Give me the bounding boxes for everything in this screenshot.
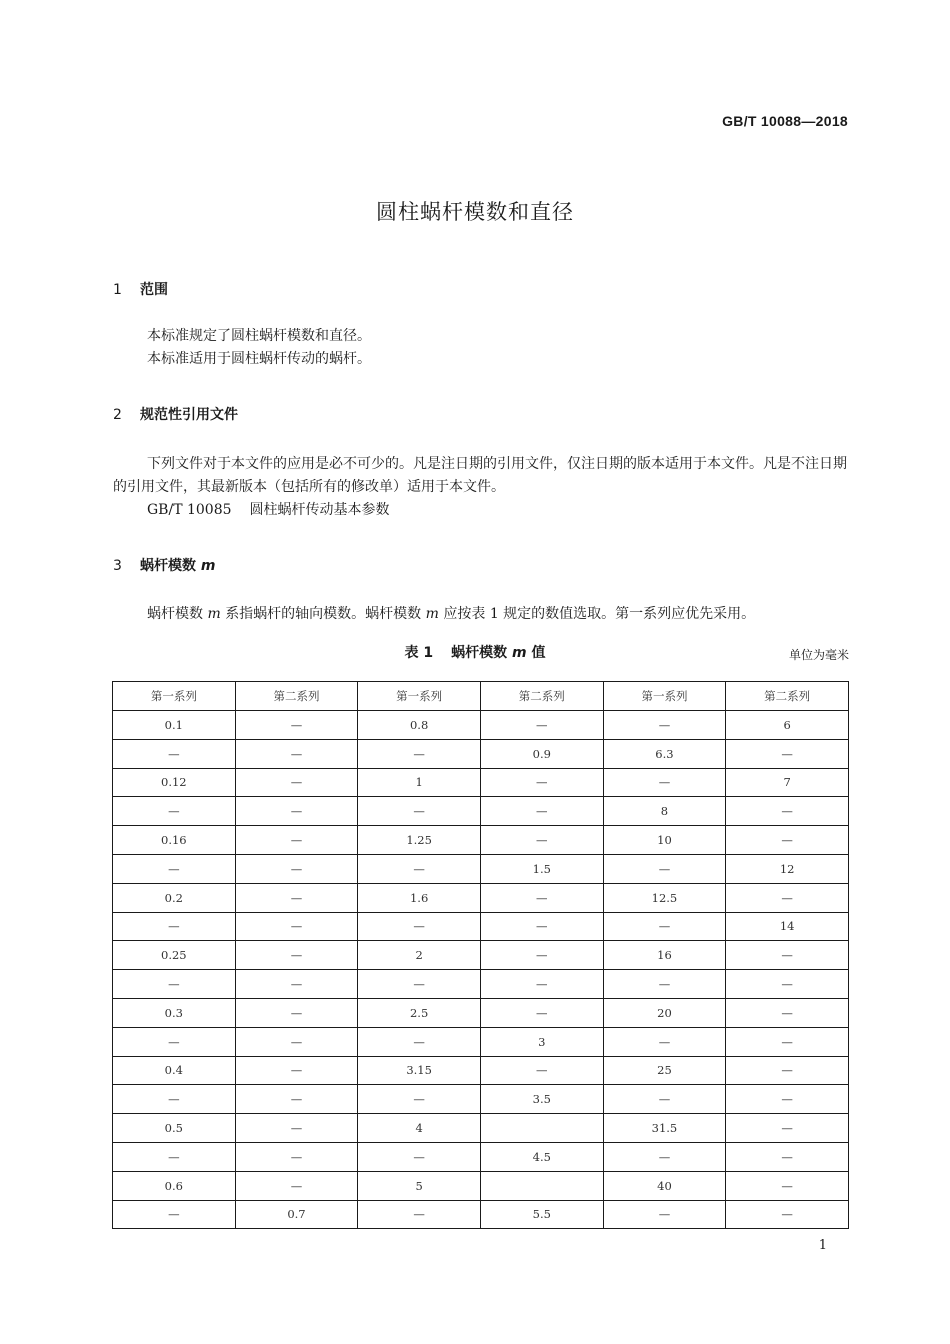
table-cell: — — [358, 1142, 481, 1171]
table-row — [113, 1085, 849, 1114]
section-symbol: m — [200, 558, 216, 574]
section-title: 范围 — [140, 282, 168, 298]
table-row — [113, 1142, 849, 1171]
table-cell: 31.5 — [603, 1114, 726, 1143]
table-cell — [480, 1171, 603, 1200]
table-row — [113, 941, 849, 970]
table-cell: — — [480, 998, 603, 1027]
table-cell: — — [235, 941, 358, 970]
table-cell: 14 — [726, 912, 849, 941]
table-cell: — — [726, 1085, 849, 1114]
table-cell: — — [113, 797, 236, 826]
section-number: 3 — [113, 558, 122, 574]
table-cell: — — [235, 1142, 358, 1171]
table-cell: 0.8 — [358, 711, 481, 740]
table-cell: — — [480, 826, 603, 855]
table-cell: — — [235, 998, 358, 1027]
table-cell: 1.5 — [480, 854, 603, 883]
table-cell: — — [726, 1142, 849, 1171]
modulus-text-a: 蜗杆模数 — [147, 606, 203, 622]
modulus-symbol: m — [207, 606, 221, 622]
table-row — [113, 883, 849, 912]
table-cell: — — [726, 1114, 849, 1143]
table-cell: — — [235, 739, 358, 768]
table-cell: — — [480, 941, 603, 970]
reference-code: GB/T 10085 — [147, 502, 232, 518]
table-symbol: m — [512, 645, 527, 661]
table-cell: — — [235, 883, 358, 912]
page-number: 1 — [818, 1238, 827, 1253]
column-header: 第一系列 — [603, 682, 726, 711]
reference-entry — [113, 499, 850, 522]
table-cell: — — [113, 912, 236, 941]
table-row — [113, 1171, 849, 1200]
table-cell: — — [113, 1142, 236, 1171]
table-cell: 0.2 — [113, 883, 236, 912]
table-cell: — — [726, 1171, 849, 1200]
table-cell: 5 — [358, 1171, 481, 1200]
table-cell: 2 — [358, 941, 481, 970]
column-header: 第二系列 — [235, 682, 358, 711]
table-cell: 20 — [603, 998, 726, 1027]
table-cell: — — [235, 1171, 358, 1200]
table-cell: — — [603, 1200, 726, 1229]
table-cell: — — [358, 970, 481, 999]
table-cell: — — [603, 854, 726, 883]
table-row — [113, 998, 849, 1027]
scope-text — [113, 325, 850, 371]
table-cell: 2.5 — [358, 998, 481, 1027]
column-header: 第一系列 — [113, 682, 236, 711]
table-row — [113, 1056, 849, 1085]
table-cell: 0.9 — [480, 739, 603, 768]
table-cell: — — [358, 912, 481, 941]
table-row — [113, 1027, 849, 1056]
section-title: 规范性引用文件 — [140, 407, 238, 423]
table-cell: — — [480, 970, 603, 999]
table-cell: 1.25 — [358, 826, 481, 855]
table-cell: 0.4 — [113, 1056, 236, 1085]
column-header: 第二系列 — [726, 682, 849, 711]
table-cell: — — [603, 711, 726, 740]
table-cell: — — [480, 912, 603, 941]
table-cell: — — [358, 1027, 481, 1056]
table-cell: — — [113, 739, 236, 768]
section-number: 1 — [113, 282, 122, 298]
section-1-heading — [113, 279, 168, 299]
table-header-row — [113, 682, 849, 711]
table-cell: — — [235, 912, 358, 941]
table-cell: 6 — [726, 711, 849, 740]
table-cell: — — [113, 1085, 236, 1114]
modulus-text — [113, 603, 850, 626]
table-cell: 16 — [603, 941, 726, 970]
table-cell: 0.6 — [113, 1171, 236, 1200]
section-3-heading — [113, 555, 215, 575]
table-cell: 0.7 — [235, 1200, 358, 1229]
table-cell: 1.6 — [358, 883, 481, 912]
table-cell: — — [480, 711, 603, 740]
table-row — [113, 970, 849, 999]
scope-line-2: 本标准适用于圆柱蜗杆传动的蜗杆。 — [147, 351, 371, 367]
table-cell: 5.5 — [480, 1200, 603, 1229]
table-cell: — — [113, 1200, 236, 1229]
table-cell: — — [235, 970, 358, 999]
modulus-text-b: 系指蜗杆的轴向模数。蜗杆模数 — [225, 606, 422, 622]
table-cell: — — [235, 1085, 358, 1114]
table-cell: — — [726, 998, 849, 1027]
table-label: 表 1 — [404, 645, 434, 661]
table-cell: — — [726, 1200, 849, 1229]
references-intro: 下列文件对于本文件的应用是必不可少的。凡是注日期的引用文件，仅注日期的版本适用于本文件。凡是不注日期的引用文件，其最新版本（包括所有的修改单）适用于本文件。 — [113, 456, 847, 495]
table-cell: — — [358, 797, 481, 826]
table-cell: 12 — [726, 854, 849, 883]
table-cell: — — [358, 739, 481, 768]
table-cell: — — [113, 970, 236, 999]
table-cell: 8 — [603, 797, 726, 826]
column-header: 第二系列 — [480, 682, 603, 711]
table-cell: 6.3 — [603, 739, 726, 768]
table-cell: — — [235, 854, 358, 883]
table-cell: — — [603, 768, 726, 797]
table-cell: — — [726, 970, 849, 999]
table-body — [113, 711, 849, 1229]
table-cell: 3.5 — [480, 1085, 603, 1114]
table-cell: — — [113, 1027, 236, 1056]
modulus-symbol: m — [425, 606, 439, 622]
table-cell: 0.16 — [113, 826, 236, 855]
references-text — [113, 453, 850, 522]
section-title: 蜗杆模数 — [140, 558, 196, 574]
table-cell: — — [235, 1056, 358, 1085]
table-cell: — — [480, 768, 603, 797]
document-title: 圆柱蜗杆模数和直径 — [376, 200, 574, 224]
table-cell: — — [235, 797, 358, 826]
table-cell: — — [113, 854, 236, 883]
table-row — [113, 1114, 849, 1143]
table-cell: — — [726, 1056, 849, 1085]
table-cell: 4.5 — [480, 1142, 603, 1171]
table-cell: — — [603, 1085, 726, 1114]
table-cell: 0.3 — [113, 998, 236, 1027]
table-cell: — — [603, 912, 726, 941]
table-cell: — — [603, 1142, 726, 1171]
reference-name: 圆柱蜗杆传动基本参数 — [249, 502, 390, 518]
table-cell: — — [603, 1027, 726, 1056]
table-cell — [480, 1114, 603, 1143]
table-cell: 40 — [603, 1171, 726, 1200]
table-cell: — — [726, 941, 849, 970]
table-cell: — — [726, 739, 849, 768]
table-cell: 25 — [603, 1056, 726, 1085]
table-row — [113, 912, 849, 941]
table-row — [113, 739, 849, 768]
table-cell: — — [726, 883, 849, 912]
section-number: 2 — [113, 407, 122, 423]
modulus-table — [112, 681, 849, 1229]
modulus-text-c: 应按表 1 规定的数值选取。第一系列应优先采用。 — [443, 606, 756, 622]
table-cell: — — [358, 1200, 481, 1229]
table-cell: 0.12 — [113, 768, 236, 797]
table-cell: — — [726, 826, 849, 855]
table-cell: 7 — [726, 768, 849, 797]
table-cell: — — [480, 883, 603, 912]
table-row — [113, 711, 849, 740]
table-caption-text: 蜗杆模数 — [451, 645, 508, 661]
table-cell: 0.1 — [113, 711, 236, 740]
column-header: 第一系列 — [358, 682, 481, 711]
table-cell: — — [726, 797, 849, 826]
table-row — [113, 1200, 849, 1229]
table-row — [113, 768, 849, 797]
table-unit: 单位为毫米 — [788, 648, 849, 662]
table-cell: — — [235, 768, 358, 797]
table-cell: — — [603, 970, 726, 999]
table-row — [113, 826, 849, 855]
table-cell: — — [726, 1027, 849, 1056]
table-row — [113, 797, 849, 826]
table-cell: — — [235, 711, 358, 740]
section-2-heading — [113, 404, 238, 424]
table-cell: 0.25 — [113, 941, 236, 970]
table-cell: — — [480, 1056, 603, 1085]
table-cell: — — [235, 1114, 358, 1143]
table-cell: — — [358, 854, 481, 883]
standard-number: GB/T 10088—2018 — [722, 113, 848, 129]
table-cell: 0.5 — [113, 1114, 236, 1143]
table-cell: 1 — [358, 768, 481, 797]
table-cell: — — [480, 797, 603, 826]
table-caption-suffix: 值 — [531, 645, 546, 661]
table-cell: 12.5 — [603, 883, 726, 912]
table-cell: 10 — [603, 826, 726, 855]
table-cell: 3 — [480, 1027, 603, 1056]
table-row — [113, 854, 849, 883]
table-cell: 3.15 — [358, 1056, 481, 1085]
table-cell: — — [235, 1027, 358, 1056]
table-cell: 4 — [358, 1114, 481, 1143]
scope-line-1: 本标准规定了圆柱蜗杆模数和直径。 — [147, 328, 371, 344]
table-cell: — — [235, 826, 358, 855]
table-cell: — — [358, 1085, 481, 1114]
